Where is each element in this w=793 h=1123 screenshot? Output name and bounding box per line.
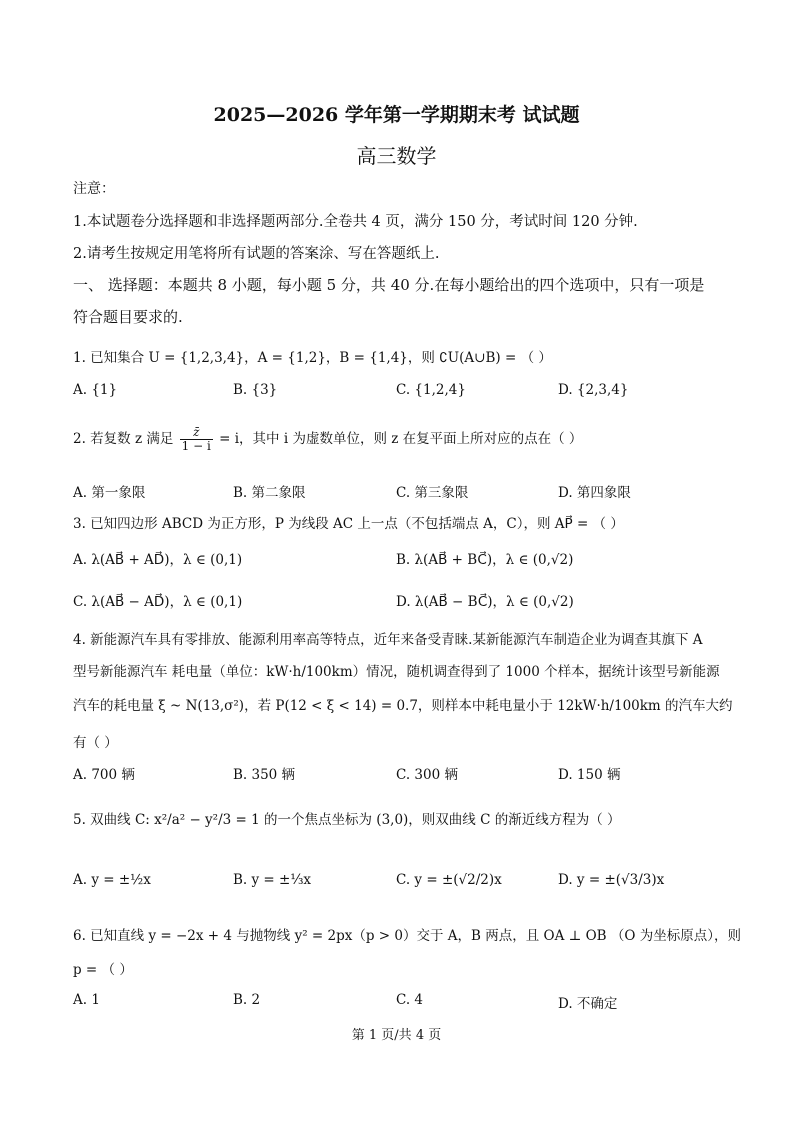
question-6-stem-line-1: 6. 已知直线 y = −2x + 4 与抛物线 y² = 2px（p > 0）交于 A，B 两点，且 OA ⊥ OB （O 为坐标原点），则 bbox=[73, 928, 741, 944]
question-3-option-c: C. λ(AB⃗ − AD⃗)，λ ∈ (0,1) bbox=[73, 594, 243, 610]
question-1-option-a: A. {1} bbox=[73, 382, 118, 398]
question-1-option-c: C. {1,2,4} bbox=[396, 382, 466, 398]
question-3-option-b: B. λ(AB⃗ + BC⃗)，λ ∈ (0,√2) bbox=[396, 552, 574, 568]
question-4-stem-line-4: 有（ ） bbox=[73, 735, 118, 751]
question-3-option-d: D. λ(AB⃗ − BC⃗)，λ ∈ (0,√2) bbox=[396, 594, 574, 610]
page-footer: 第 1 页/共 4 页 bbox=[351, 1028, 442, 1043]
question-4-stem-line-1: 4. 新能源汽车具有零排放、能源利用率高等特点，近年来备受青睐.某新能源汽车制造企业为调查其旗下 A bbox=[73, 632, 703, 648]
notes-label: 注意： bbox=[73, 181, 115, 197]
question-5-option-c: C. y = ±(√2/2)x bbox=[396, 872, 502, 888]
question-4-option-d: D. 150 辆 bbox=[558, 767, 621, 783]
question-2-option-b: B. 第二象限 bbox=[233, 485, 306, 501]
question-3-stem: 3. 已知四边形 ABCD 为正方形，P 为线段 AC 上一点（不包括端点 A，C），则 AP⃗ = （ ） bbox=[73, 516, 624, 532]
question-4-option-a: A. 700 辆 bbox=[73, 767, 135, 783]
question-6-stem-line-2: p = （ ） bbox=[73, 962, 133, 978]
question-4-option-b: B. 350 辆 bbox=[233, 767, 296, 783]
note-item-2: 2.请考生按规定用笔将所有试题的答案涂、写在答题纸上. bbox=[73, 246, 440, 262]
question-4-stem-line-3: 汽车的耗电量 ξ ~ N(13,σ²)，若 P(12 < ξ < 14) = 0.7，则样本中耗电量小于 12kW·h/100km 的汽车大约 bbox=[73, 698, 733, 714]
question-5-option-d: D. y = ±(√3/3)x bbox=[558, 872, 665, 888]
question-6-option-b: B. 2 bbox=[233, 992, 261, 1008]
question-1-stem: 1. 已知集合 U = {1,2,3,4}，A = {1,2}，B = {1,4}，则 ∁U(A∪B) = （ ） bbox=[73, 350, 552, 366]
question-6-option-c: C. 4 bbox=[396, 992, 424, 1008]
note-item-1: 1.本试题卷分选择题和非选择题两部分.全卷共 4 页，满分 150 分，考试时间 120 分钟. bbox=[73, 214, 638, 230]
section-heading-cont: 符合题目要求的. bbox=[73, 308, 183, 326]
question-5-stem: 5. 双曲线 C: x²/a² − y²/3 = 1 的一个焦点坐标为 (3,0)，则双曲线 C 的渐近线方程为（ ） bbox=[73, 812, 621, 828]
question-2-stem-prefix: 2. 若复数 z 满足 bbox=[73, 431, 174, 448]
question-6-option-a: A. 1 bbox=[73, 992, 100, 1008]
fraction-numerator: z̄ bbox=[180, 426, 213, 440]
page-title: 2025—2026 学年第一学期期末考 试试题 bbox=[213, 104, 580, 126]
question-4-option-c: C. 300 辆 bbox=[396, 767, 458, 783]
question-2-option-d: D. 第四象限 bbox=[558, 485, 631, 501]
question-6-option-d: D. 不确定 bbox=[558, 996, 618, 1012]
fraction-denominator: 1 − i bbox=[181, 439, 211, 454]
question-2-stem-suffix: = i，其中 i 为虚数单位，则 z 在复平面上所对应的点在（ ） bbox=[219, 431, 583, 448]
question-2-option-a: A. 第一象限 bbox=[73, 485, 146, 501]
question-4-stem-line-2: 型号新能源汽车 耗电量（单位：kW·h/100km）情况，随机调查得到了 1000 个样本，据统计该型号新能源 bbox=[73, 664, 720, 680]
page-subtitle: 高三数学 bbox=[356, 144, 437, 168]
question-5-option-b: B. y = ±⅓x bbox=[233, 872, 312, 888]
question-2-stem bbox=[73, 426, 582, 453]
question-3-option-a: A. λ(AB⃗ + AD⃗)，λ ∈ (0,1) bbox=[73, 552, 243, 568]
section-heading: 一、 选择题：本题共 8 小题，每小题 5 分，共 40 分.在每小题给出的四个选项中，只有一项是 bbox=[73, 276, 705, 294]
question-2-option-c: C. 第三象限 bbox=[396, 485, 469, 501]
question-2-fraction bbox=[180, 426, 213, 453]
question-1-option-d: D. {2,3,4} bbox=[558, 382, 629, 398]
question-1-option-b: B. {3} bbox=[233, 382, 278, 398]
question-5-option-a: A. y = ±½x bbox=[73, 872, 151, 888]
